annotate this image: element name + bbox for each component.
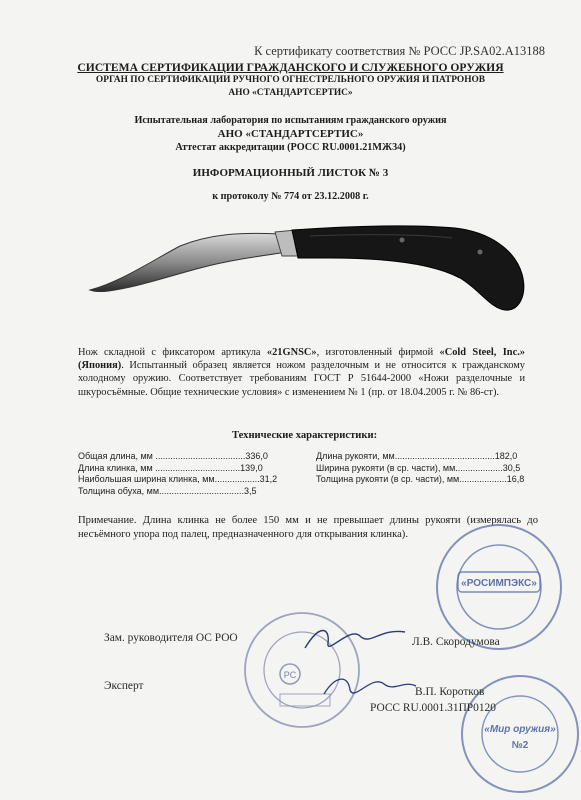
svg-text:РС: РС (283, 670, 297, 680)
spec-label: Толщина рукояти (в ср. части), мм................... (316, 474, 507, 484)
rosimpeks-stamp-text: «РОСИМПЭКС» (461, 578, 537, 589)
spec-value: 3,5 (244, 485, 257, 496)
spec-label: Общая длина, мм .................................... (78, 451, 246, 461)
laboratory-organization: АНО «СТАНДАРТСЕРТИС» (217, 128, 364, 140)
spec-value: 30,5 (502, 462, 521, 473)
expert-signature (320, 668, 420, 704)
deputy-name: Л.В. Скородумова (412, 636, 500, 648)
spec-row-right (316, 463, 520, 473)
knife-handle (292, 226, 524, 310)
deputy-title: Зам. руководителя ОС РОО (104, 632, 238, 644)
spec-value: 31,2 (259, 474, 278, 484)
info-sheet-title: ИНФОРМАЦИОННЫЙ ЛИСТОК № 3 (192, 167, 389, 179)
spec-label: Наибольшая ширина клинка, мм.................. (78, 474, 260, 484)
certificate-reference: К сертификату соответствия № РОСС JP.SA02.A13188 (254, 44, 545, 58)
knife-blade (90, 233, 288, 291)
organization-name: АНО «СТАНДАРТСЕРТИС» (228, 88, 353, 98)
accreditation: Аттестат аккредитации (РОСС RU.0001.21МЖ34) (175, 142, 406, 153)
spec-row-left (78, 463, 263, 473)
knife-description (78, 346, 525, 399)
description-text-2: , изготовленный фирмой (316, 347, 440, 358)
expert-title: Эксперт (104, 680, 144, 692)
expert-registration: РОСС RU.0001.31ПР0120 (370, 702, 496, 714)
spec-value: 139,0 (240, 462, 263, 473)
spec-value: 182,0 (494, 451, 518, 461)
system-title: СИСТЕМА СЕРТИФИКАЦИИ ГРАЖДАНСКОГО И СЛУЖЕБНОГО ОРУЖИЯ (77, 61, 504, 74)
laboratory-title: Испытательная лаборатория по испытаниям гражданского оружия (134, 115, 447, 126)
spec-row-right (316, 451, 517, 461)
mir-oruzhiya-stamp-text: «Мир оружия» (484, 724, 556, 735)
note-paragraph: Примечание. Длина клинка не более 150 мм и не превышает длины рукояти (измерялась до несъёмного упора под палец, предназначенного для открывания клинка). (78, 515, 538, 540)
spec-value: 336,0 (245, 451, 268, 461)
knife-photo (60, 212, 540, 342)
mir-oruzhiya-stamp-number: №2 (511, 740, 529, 751)
article-number: «21GNSC» (266, 347, 317, 358)
expert-name: В.П. Коротков (415, 686, 485, 698)
description-text-1: Нож складной с фиксатором артикула (78, 347, 267, 358)
manufacturer: «Cold Steel, Inc.» (Япония) (78, 347, 525, 372)
spec-row-left (78, 474, 277, 484)
description-text-3: . Испытанный образец является ножом разделочным и не относится к гражданскому холодному оружию. Соответствует требованиям ГОСТ Р 51644-2000 «Ножи разделочные и шкуросъёмные. Общие технические условия» с изменением № 1 (пр. от 18.04.2005 г. № 86-ст). (78, 360, 525, 398)
rosimpeks-stamp (432, 520, 566, 654)
protocol-reference: к протоколу № 774 от 23.12.2008 г. (212, 191, 369, 202)
specs-title: Технические характеристики: (232, 430, 378, 441)
spec-row-left (78, 451, 268, 461)
deputy-signature (300, 618, 410, 658)
spec-label: Длина рукояти, мм........................................ (316, 451, 495, 461)
spec-row-left (78, 486, 257, 496)
spec-label: Толщина обуха, мм.................................. (78, 485, 245, 496)
spec-label: Длина клинка, мм .................................. (78, 462, 241, 473)
spec-row-right (316, 474, 524, 484)
spec-value: 16,8 (506, 474, 525, 484)
spec-label: Ширина рукояти (в ср. части), мм................... (316, 462, 503, 473)
organ-title: ОРГАН ПО СЕРТИФИКАЦИИ РУЧНОГО ОГНЕСТРЕЛЬНОГО ОРУЖИЯ И ПАТРОНОВ (95, 75, 486, 85)
